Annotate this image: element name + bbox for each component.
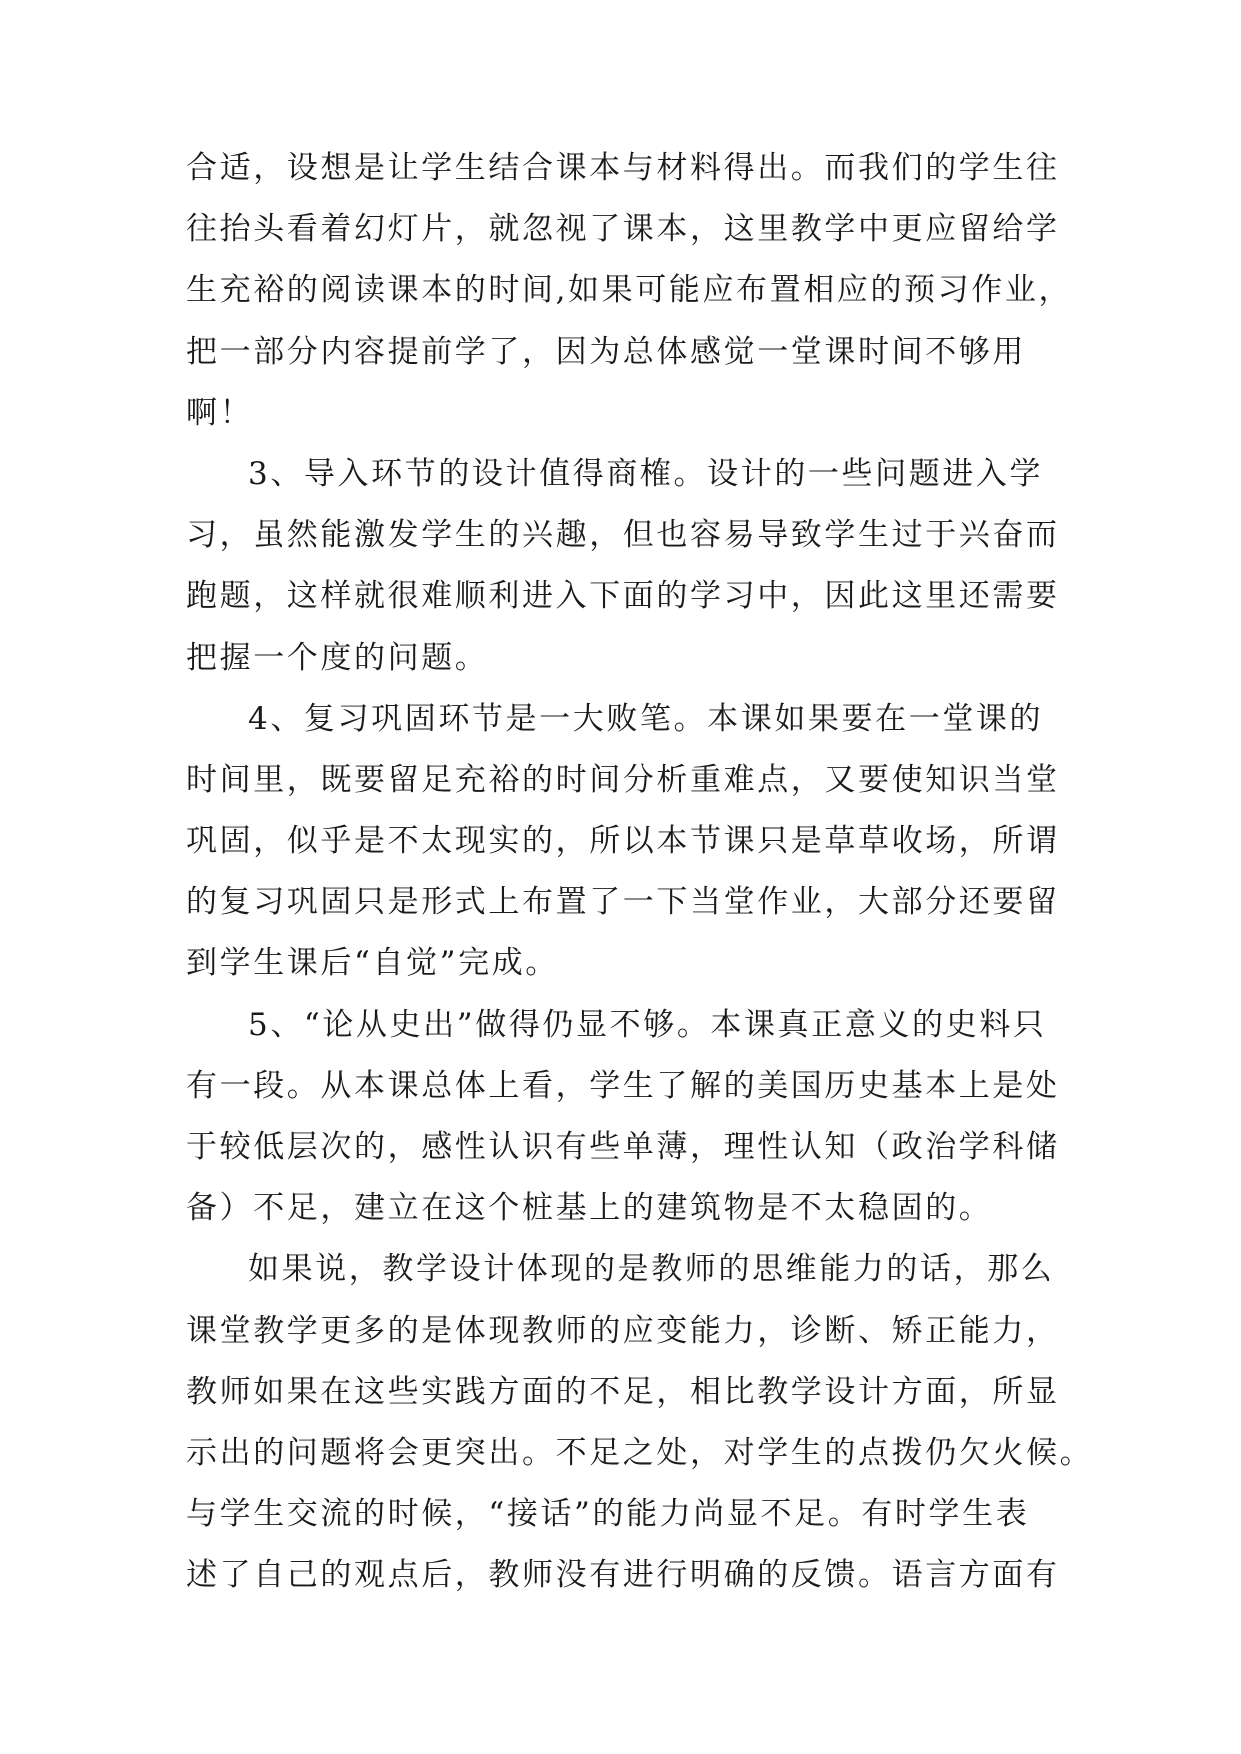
text-line: 到学生课后“自觉”完成。 bbox=[186, 945, 559, 982]
paragraph-4-first-line: 4、复习巩固环节是一大败笔。本课如果要在一堂课的 bbox=[248, 700, 1044, 737]
text-line: 示出的问题将会更突出。不足之处，对学生的点拨仍欠火候。 bbox=[186, 1434, 1094, 1471]
text-line: 习，虽然能激发学生的兴趣，但也容易导致学生过于兴奋而 bbox=[186, 517, 1060, 554]
paragraph-5-first-line: 5、“论从史出”做得仍显不够。本课真正意义的史料只 bbox=[248, 1006, 1047, 1043]
text-line: 的复习巩固只是形式上布置了一下当堂作业，大部分还要留 bbox=[186, 884, 1060, 921]
text-line: 巩固，似乎是不太现实的，所以本节课只是草草收场，所谓 bbox=[186, 823, 1060, 860]
body-text bbox=[186, 138, 1094, 1607]
text-line: 把握一个度的问题。 bbox=[186, 639, 489, 676]
text-line: 于较低层次的，感性认识有些单薄，理性认知（政治学科储 bbox=[186, 1129, 1060, 1165]
text-line: 生充裕的阅读课本的时间,如果可能应布置相应的预习作业， bbox=[186, 272, 1073, 309]
text-line: 跑题，这样就很难顺利进入下面的学习中，因此这里还需要 bbox=[186, 578, 1060, 615]
text-line: 课堂教学更多的是体现教师的应变能力，诊断、矫正能力， bbox=[186, 1312, 1060, 1349]
text-line: 有一段。从本课总体上看，学生了解的美国历史基本上是处 bbox=[186, 1067, 1060, 1104]
paragraph-3-first-line: 3、导入环节的设计值得商榷。设计的一些问题进入学 bbox=[248, 455, 1044, 492]
text-line: 往抬头看着幻灯片，就忽视了课本，这里教学中更应留给学 bbox=[186, 211, 1060, 248]
text-line: 把一部分内容提前学了，因为总体感觉一堂课时间不够用 bbox=[186, 333, 1026, 370]
text-line: 述了自己的观点后，教师没有进行明确的反馈。语言方面有 bbox=[186, 1557, 1060, 1594]
text-line: 时间里，既要留足充裕的时间分析重难点，又要使知识当堂 bbox=[186, 761, 1060, 798]
text-line: 与学生交流的时候，“接话”的能力尚显不足。有时学生表 bbox=[186, 1496, 1030, 1533]
paragraph-summary-first-line: 如果说，教学设计体现的是教师的思维能力的话，那么 bbox=[248, 1251, 1055, 1288]
text-line: 合适，设想是让学生结合课本与材料得出。而我们的学生往 bbox=[186, 150, 1060, 186]
text-line: 教师如果在这些实践方面的不足，相比教学设计方面，所显 bbox=[186, 1373, 1060, 1410]
text-line: 啊！ bbox=[186, 394, 254, 431]
text-line: 备）不足，建立在这个桩基上的建筑物是不太稳固的。 bbox=[186, 1190, 993, 1227]
